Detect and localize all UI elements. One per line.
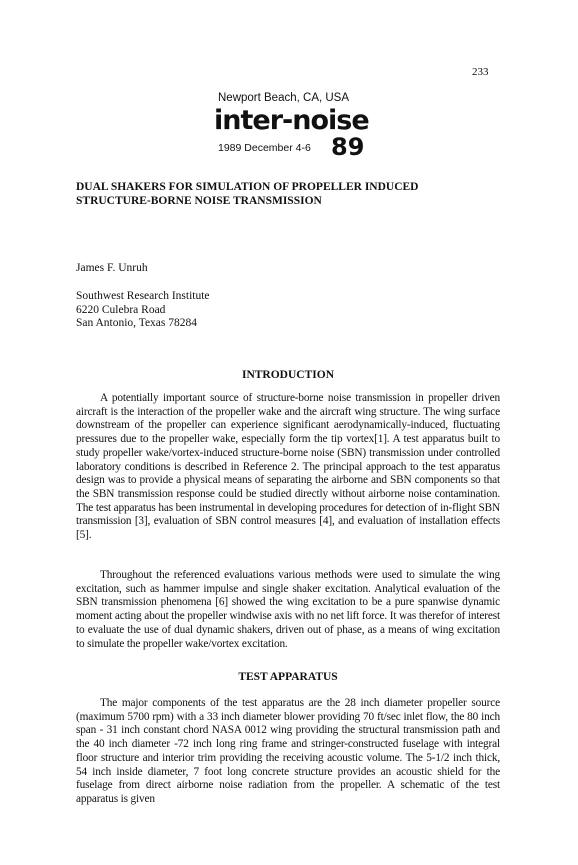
conference-date: 1989 December 4-6 (218, 142, 311, 154)
affiliation-street: 6220 Culebra Road (76, 303, 166, 316)
author-name: James F. Unruh (76, 262, 148, 274)
conference-logo-year: 89 (331, 133, 365, 161)
affiliation-city: San Antonio, Texas 78284 (76, 317, 198, 329)
paper-title (76, 181, 496, 208)
introduction-paragraph-2: Throughout the referenced evaluations various methods were used to simulate the wing excitation, such as hammer impulse and single shaker excitation. Analytical evaluation of the SBN transmission phenomena [6] showed the wing excitation to be a pure spanwise dynamic moment acting about the propeller windwise axis with no net lift force. It was therefor of interest to evaluate the use of dual dynamic shakers, driven out of phase, as a means of wing excitation to simulate the propeller wake/vortex excitation. (76, 569, 500, 650)
page-number: 233 (472, 66, 489, 78)
paper-title-line-2: STRUCTURE-BORNE NOISE TRANSMISSION (76, 194, 322, 207)
author-affiliation (76, 290, 210, 331)
affiliation-institution: Southwest Research Institute (76, 290, 210, 302)
introduction-heading: INTRODUCTION (241, 369, 334, 381)
introduction-paragraph-1: A potentially important source of structure-borne noise transmission in propeller driven aircraft is the interaction of the propeller wake and the aircraft wing structure. The wing surface downstream of the propeller can experience significant aerodynamically-induced, fluctuating pressures due to the propeller wake, especially form the tip vortex[1]. A test apparatus built to study propeller wake/vortex-induced structure-borne noise (SBN) transmission under controlled laboratory conditions is described in Reference 2. The principal approach to the test apparatus design was to provide a physical means of separating the airborne and SBN components so that the SBN transmission response could be studied directly without airborne noise contamination. The test apparatus has been instrumental in developing procedures for detection of in-flight SBN transmission [3], evaluation of SBN control measures [4], and evaluation of installation effects [5]. (76, 392, 500, 542)
conference-location: Newport Beach, CA, USA (218, 92, 350, 104)
conference-logo: inter-noise (214, 105, 369, 136)
paper-title-line-1: DUAL SHAKERS FOR SIMULATION OF PROPELLER INDUCED (76, 181, 419, 193)
test-apparatus-paragraph-1: The major components of the test apparatus are the 28 inch diameter propeller source (maximum 5700 rpm) with a 33 inch diameter blower providing 70 ft/sec inlet flow, the 80 inch span - 31 inch constant chord NASA 0012 wing providing the structural transmission path and the 40 inch diameter -72 inch long ring frame and stringer-constructed fuselage with integral floor structure and interior trim providing the receiving acoustic volume. The 5-1/2 inch thick, 54 inch inside diameter, 7 foot long concrete structure provides an acoustic shield for the fuselage from direct airborne noise radiation from the propeller. A schematic of the test apparatus is given (76, 697, 500, 805)
test-apparatus-heading: TEST APPARATUS (238, 671, 338, 683)
